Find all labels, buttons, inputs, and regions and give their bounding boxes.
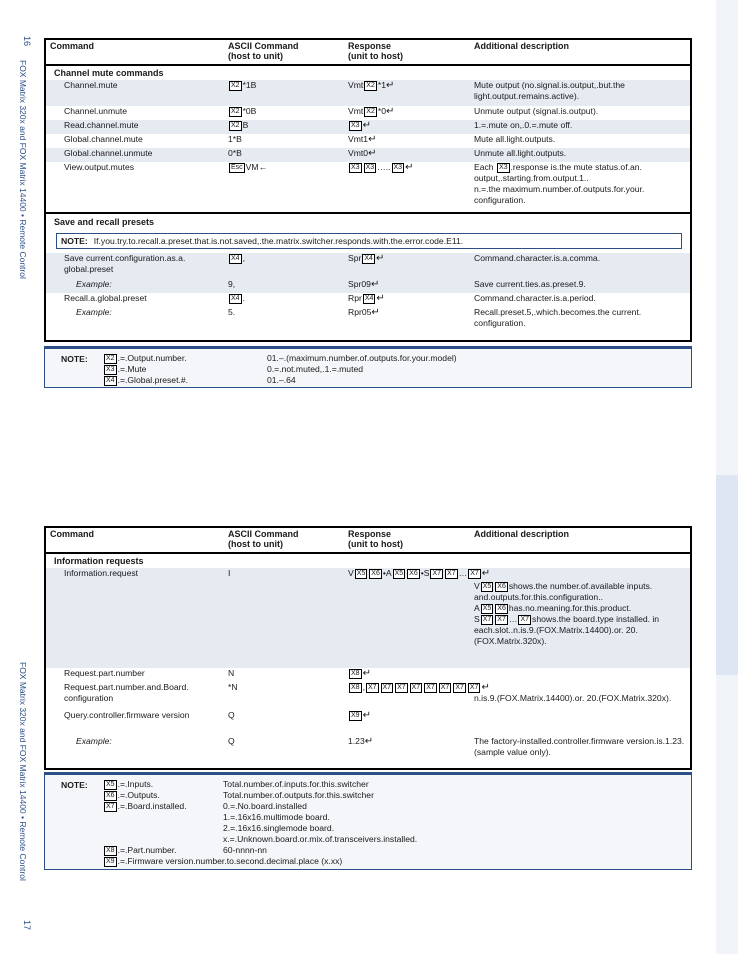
page-edge (716, 0, 738, 954)
table-row: Global.channel.mute 1*B Vmt1↵ Mute all.light.outputs. (64, 134, 556, 145)
note-variables-2: NOTE: X5 .=.Inputs. Total.number.of.inputs.for.this.switcher X6 .=.Outputs. Total.number.of.outputs.for.this.switcher X7 .=.Board.installed. 0.=.No.board.installed 1.=.16x16.multimode board. 2.=.16x16.singlemode board. x.=.Unknown.board.or.mix.of.transceivers.installed. X8 .=.Part.number. 60-nnnn-nn X9 .=.Firmware version.number.to.second.decimal.place (x.xx) (44, 772, 692, 870)
col-description: Additional description (474, 41, 570, 51)
col-command: Command (50, 41, 95, 51)
command-table-info (44, 526, 692, 770)
table-row: Request.part.number.and.Board. configuration *N X8 , X7 X7 X7 X7 X7 X7 X7 X7 ↵ n.is.9.(FOX.Matrix.14400).or. 20.(FOX.Matrix.320x). (64, 682, 672, 703)
running-head-top: FOX Matrix 320x and FOX Matrix 14400 • Remote Control (18, 60, 28, 279)
table-row: Save current.configuration.as.a. global.preset X4 , Spr X4 ↵ Command.character.is.a.comma. (46, 253, 690, 279)
section-presets: Save and recall presets (54, 217, 155, 227)
table-row: Channel.unmute X2 *0B Vmt X2 *0↵ Unmute output (signal.is.output). (64, 106, 599, 117)
description: Mute output (no.signal.is.output,.but.the light.output.remains.active). (474, 80, 625, 101)
col-response: Response (unit to host) (348, 41, 403, 61)
page-number-right: 17 (22, 920, 32, 931)
table-row: Request.part.number N X8 ↵ (64, 668, 371, 679)
col-ascii: ASCII Command (host to unit) (228, 41, 299, 61)
table-row: Information.request I V X5 X6 •A X5 X6 •S X7 X7 … X7 ↵ V X5 X6 shows.the number.of.available inputs. and.outputs.for.this.configuration.. A X5 X6 has.no.meaning.for.this.product. S X7 X7 … X7 shows.the board.type installed. in each.slot..n.is.9.(FOX.Matrix.14400).or. 20.(FOX.Matrix.320x). (46, 568, 690, 668)
table-row: Example: 5. Rpr05↵ Recall.preset.5,.which.becomes.the current. configuration. (76, 307, 642, 328)
table-row: Read.channel.mute X2 B X3 ↵ 1.=.mute on,.0.=.mute off. (46, 120, 690, 134)
table-row: View.output.mutes Esc VM← X3 X3 ….. X3 ↵ Each X3 .response is.the mute status.of.an. output,.starting.from.output.1.. n.=.the maximum.number.of.outputs.for.your. configuration. (64, 162, 645, 205)
ascii-command: X2 *1B (231, 80, 257, 90)
presets-note: NOTE: If.you.try.to.recall.a.preset.that.is.not.saved,.the.matrix.switcher.responds.with.the.error.code.E11. (56, 233, 682, 249)
response: Vmt X2 *1↵ (348, 80, 395, 91)
section-info: Information requests (54, 556, 144, 566)
command-table-mute-presets (44, 38, 692, 342)
section-tab (716, 475, 738, 675)
table-row: Recall.a.global.preset X4 . Rpr X4 ↵ Command.character.is.a.period. (64, 293, 596, 304)
table-header: Command ASCII Command (host to unit) Response (unit to host) Additional description (46, 528, 690, 554)
page-number-left: 16 (22, 36, 32, 47)
table-row: Example: 9, Spr09↵ Save current.ties.as.preset.9. (46, 279, 690, 293)
section-channel-mute: Channel mute commands (54, 68, 164, 78)
table-row: Example: Q 1.23↵ The factory-installed.controller.firmware version.is.1.23.(sample value only). (76, 736, 685, 757)
note-variables-1: NOTE: X2 .=.Output.number. 01.–.(maximum.number.of.outputs.for.your.model) X3 .=.Mute 0.=.not.muted,.1.=.muted X4 .=.Global.preset.#. 01.–.64 (44, 346, 692, 388)
running-head-bottom: FOX Matrix 320x and FOX Matrix 14400 • Remote Control (18, 662, 28, 881)
table-row: Global.channel.unmute 0*B Vmt0↵ Unmute all.light.outputs. (46, 148, 690, 162)
table-row (46, 80, 690, 106)
command-name: Channel.mute (64, 80, 118, 90)
table-header (46, 40, 690, 66)
table-row: Query.controller.firmware version Q X9 ↵ (64, 710, 371, 721)
